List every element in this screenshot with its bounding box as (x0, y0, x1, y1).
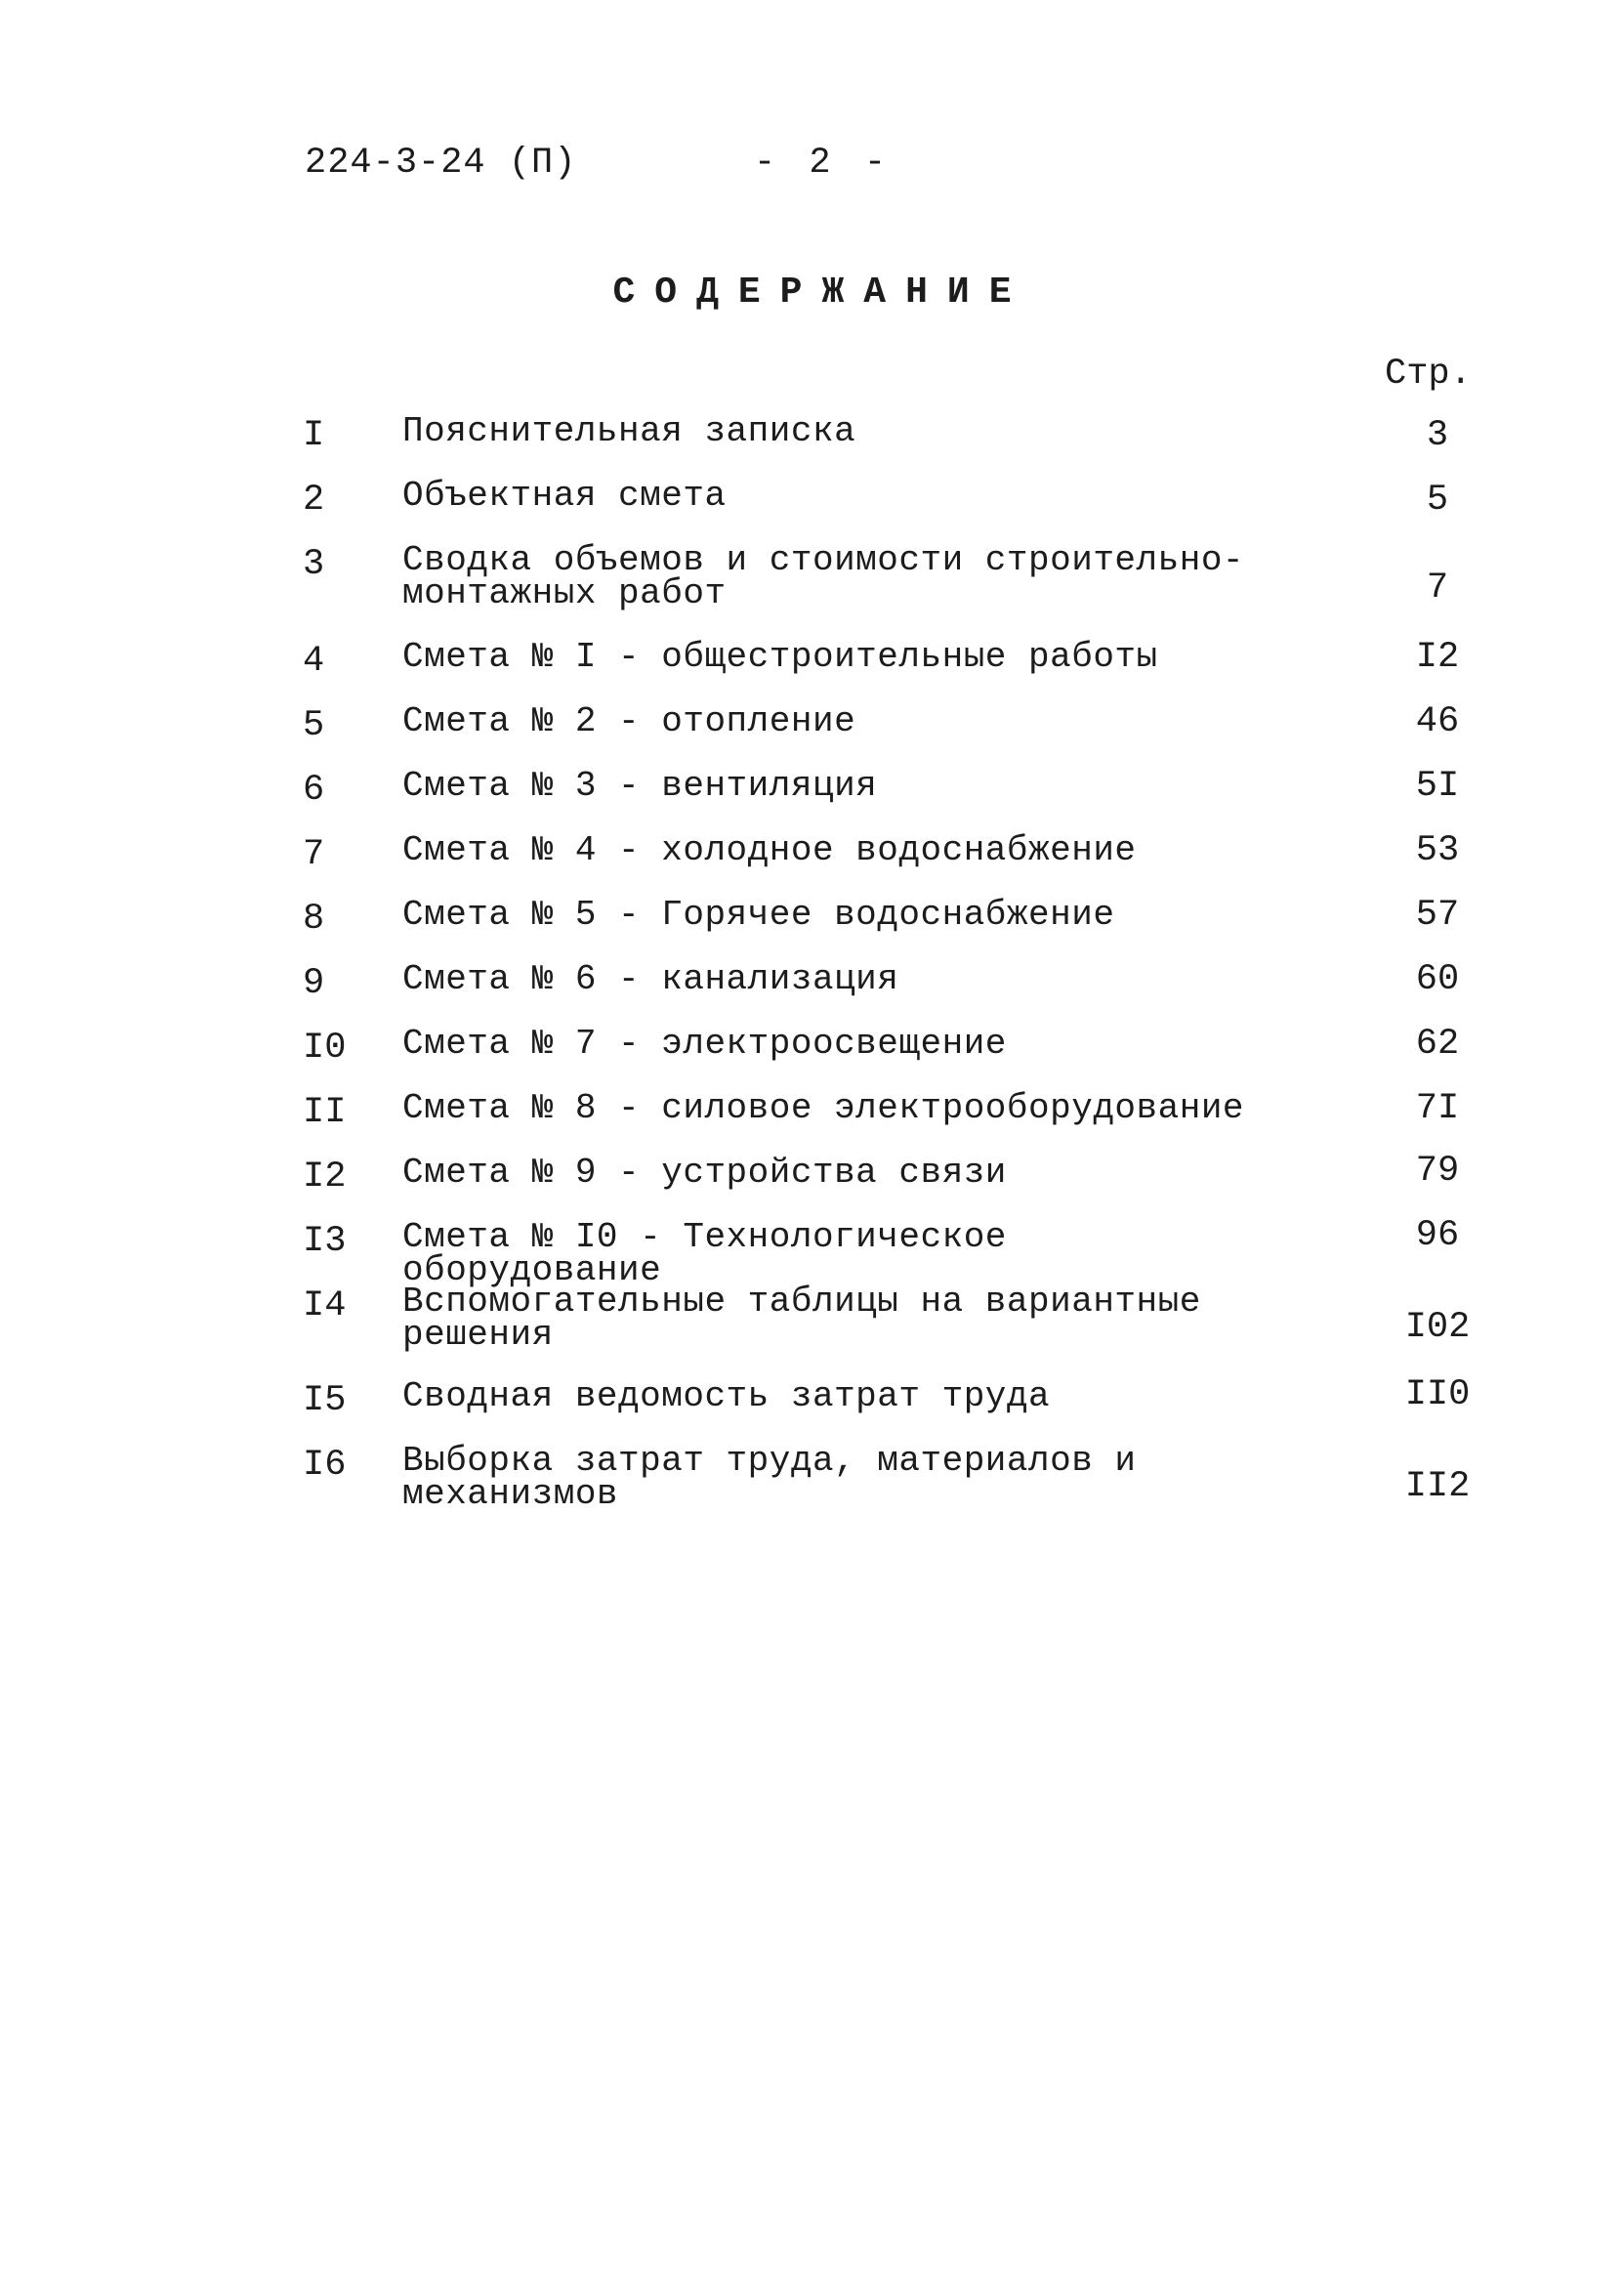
toc-item-page: 62 (1415, 1024, 1460, 1065)
toc-item-number: 3 (303, 544, 325, 585)
toc-item-page: II2 (1404, 1466, 1471, 1507)
toc-item-title: Смета № 4 - холодное водоснабжение (402, 830, 1137, 870)
toc-item-number: I4 (303, 1285, 347, 1326)
toc-item-page: 7I (1415, 1088, 1460, 1129)
toc-item-title: Сводка объемов и стоимости строительно- монтажных работ (402, 540, 1245, 613)
toc-item-page: 53 (1415, 830, 1460, 871)
toc-item-number: I2 (303, 1157, 347, 1198)
toc-item-number: 9 (303, 963, 325, 1004)
toc-item-page: 5 (1426, 480, 1449, 521)
toc-item-number: 2 (303, 480, 325, 521)
toc-item-title: Смета № I0 - Технологическое оборудование (402, 1217, 1007, 1290)
page-number: - 2 - (754, 143, 893, 184)
toc-item-number: 7 (303, 834, 325, 875)
toc-item-number: I3 (303, 1221, 347, 1262)
toc-item-number: 5 (303, 705, 325, 746)
toc-item-page: 60 (1415, 959, 1460, 1000)
toc-item-page: 3 (1426, 415, 1449, 456)
toc-item-number: I6 (303, 1445, 347, 1486)
toc-item-title: Выборка затрат труда, материалов и механизмов (402, 1441, 1137, 1514)
toc-item-title: Смета № 7 - электроосвещение (402, 1024, 1007, 1064)
toc-item-title: Смета № I - общестроительные работы (402, 637, 1158, 677)
toc-item-title: Смета № 6 - канализация (402, 959, 899, 999)
toc-item-number: I (303, 415, 325, 456)
toc-item-title: Смета № 9 - устройства связи (402, 1153, 1007, 1193)
page-title: СОДЕРЖАНИЕ (612, 272, 1031, 314)
toc-item-title: Пояснительная записка (402, 411, 856, 451)
toc-item-page: I2 (1415, 637, 1460, 678)
toc-item-title: Смета № 2 - отопление (402, 701, 856, 741)
toc-item-page: I02 (1404, 1307, 1471, 1348)
toc-item-page: 96 (1415, 1215, 1460, 1256)
toc-item-title: Сводная ведомость затрат труда (402, 1376, 1051, 1416)
toc-item-number: 6 (303, 770, 325, 811)
toc-item-number: 8 (303, 899, 325, 940)
toc-item-page: II0 (1404, 1374, 1471, 1415)
document-code: 224-3-24 (П) (305, 143, 577, 184)
page-column-header: Стр. (1385, 354, 1472, 395)
toc-item-number: I5 (303, 1380, 347, 1421)
toc-item-number: II (303, 1092, 347, 1133)
toc-item-page: 7 (1426, 568, 1449, 609)
toc-item-page: 79 (1415, 1151, 1460, 1192)
toc-item-number: 4 (303, 641, 325, 682)
toc-item-title: Смета № 8 - силовое электрооборудование (402, 1088, 1245, 1128)
toc-item-title: Смета № 5 - Горячее водоснабжение (402, 895, 1115, 935)
toc-item-number: I0 (303, 1028, 347, 1069)
toc-item-page: 5I (1415, 766, 1460, 807)
toc-item-title: Вспомогательные таблицы на вариантные решения (402, 1282, 1201, 1355)
toc-item-title: Объектная смета (402, 476, 727, 516)
toc-item-page: 46 (1415, 701, 1460, 742)
toc-item-title: Смета № 3 - вентиляция (402, 766, 878, 806)
toc-item-page: 57 (1415, 895, 1460, 936)
